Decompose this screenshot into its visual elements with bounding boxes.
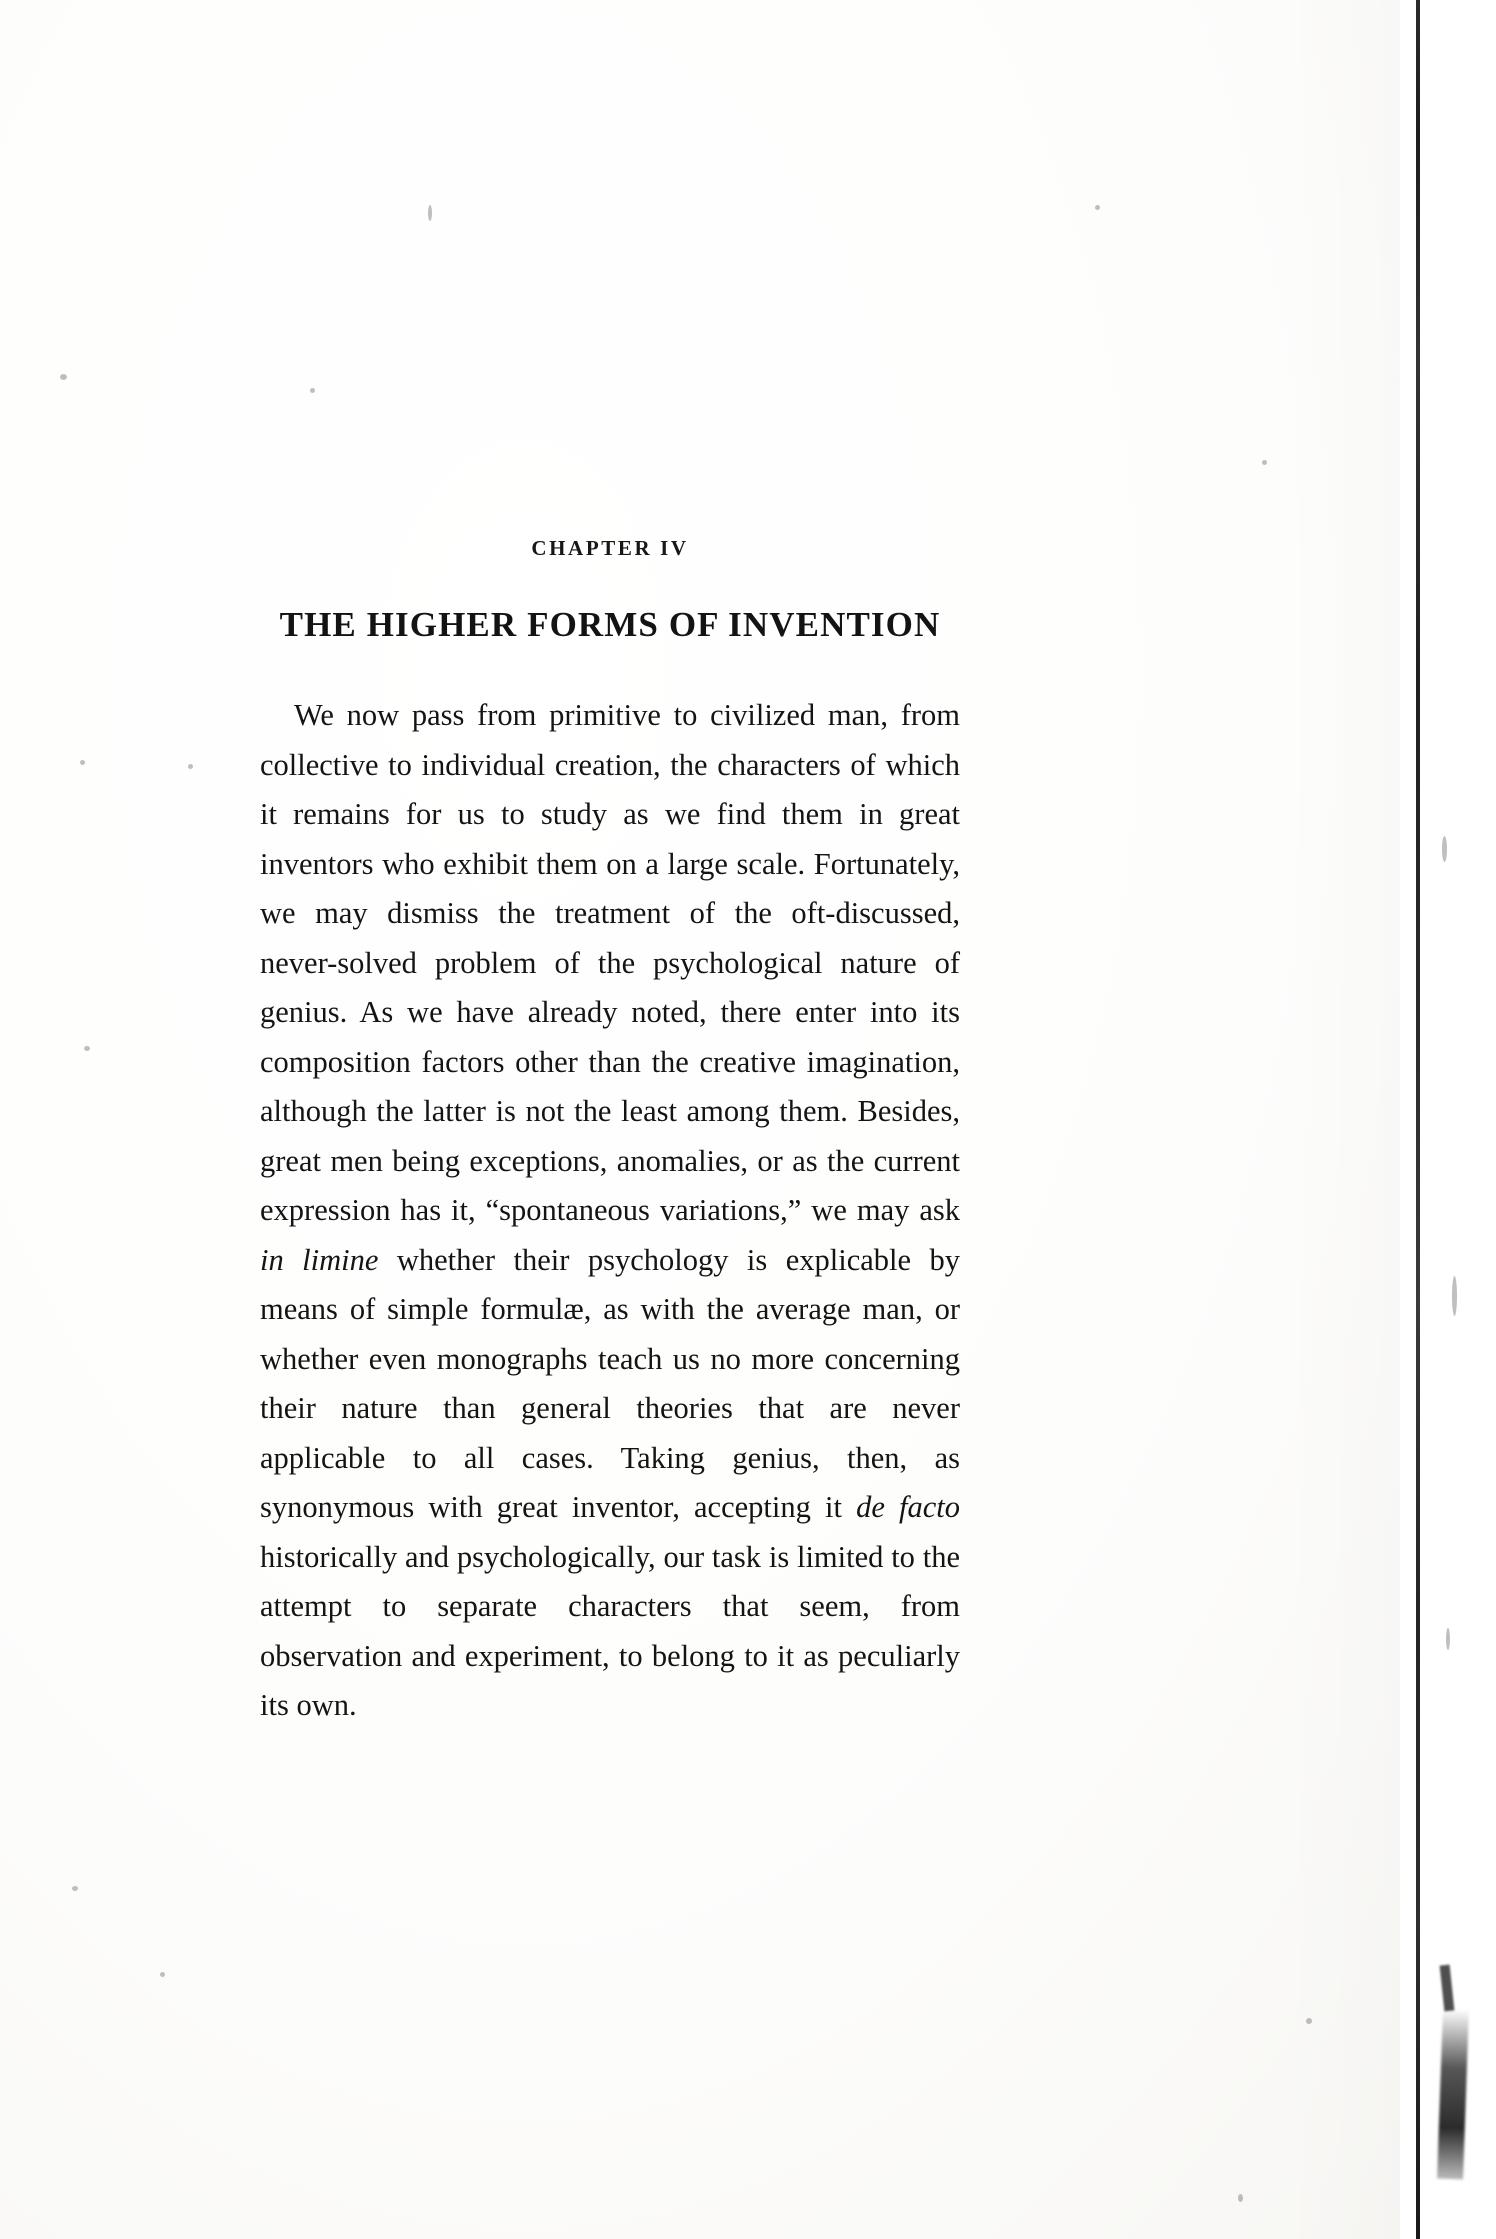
scan-speck	[60, 374, 67, 380]
scan-speck	[1446, 1628, 1450, 1650]
gutter-shadow	[1280, 0, 1400, 2239]
italic-phrase-in-limine: in limine	[260, 1242, 379, 1277]
paragraph-segment-2: whether their psychology is explicable by means of simple formulæ, as with the average man, or whether even monographs teach us no more concerning their nature than general theories that are never applicable to all cases. Taking genius, then, as synonymous with great inventor, accepting it	[260, 1242, 960, 1524]
chapter-label: CHAPTER IV	[531, 536, 689, 560]
scan-speck	[80, 760, 85, 765]
scan-speck	[1238, 2194, 1243, 2202]
chapter-title: THE HIGHER FORMS OF INVENTION	[279, 605, 941, 644]
scan-speck	[1262, 460, 1267, 465]
scan-speck	[84, 1046, 90, 1051]
paragraph-segment-3: historically and psychologically, our task is limited to the attempt to separate characters that seem, from observation and experiment, to belong to it as peculiarly its own.	[260, 1539, 960, 1722]
binding-edge	[1400, 0, 1496, 2239]
scan-speck	[1452, 1276, 1457, 1316]
scan-speck	[1442, 836, 1447, 862]
binding-dark-line	[1416, 0, 1420, 2239]
scan-speck	[1306, 2018, 1312, 2024]
scan-speck	[1095, 205, 1100, 210]
italic-phrase-de-facto: de facto	[856, 1490, 960, 1524]
scan-speck	[72, 1886, 78, 1891]
scan-speck	[188, 764, 193, 769]
page-content	[260, 0, 960, 1761]
paragraph-segment-1: We now pass from primitive to civilized man, from collective to individual creation, the characters of which it remains for us to study as we find them in great inventors who exhibit them on a large scale. Fortunately, we may dismiss the treatment of the oft-discussed, never-solved problem of the psychological nature of genius. As we have already noted, there enter into its composition factors other than the creative imagination, although the latter is not the least among them. Besides, great men being exceptions, anomalies, or as the current expression has it, “spontaneous variations,” we may ask	[260, 698, 960, 1227]
scan-speck	[160, 1972, 165, 1977]
body-paragraph	[260, 691, 960, 1731]
